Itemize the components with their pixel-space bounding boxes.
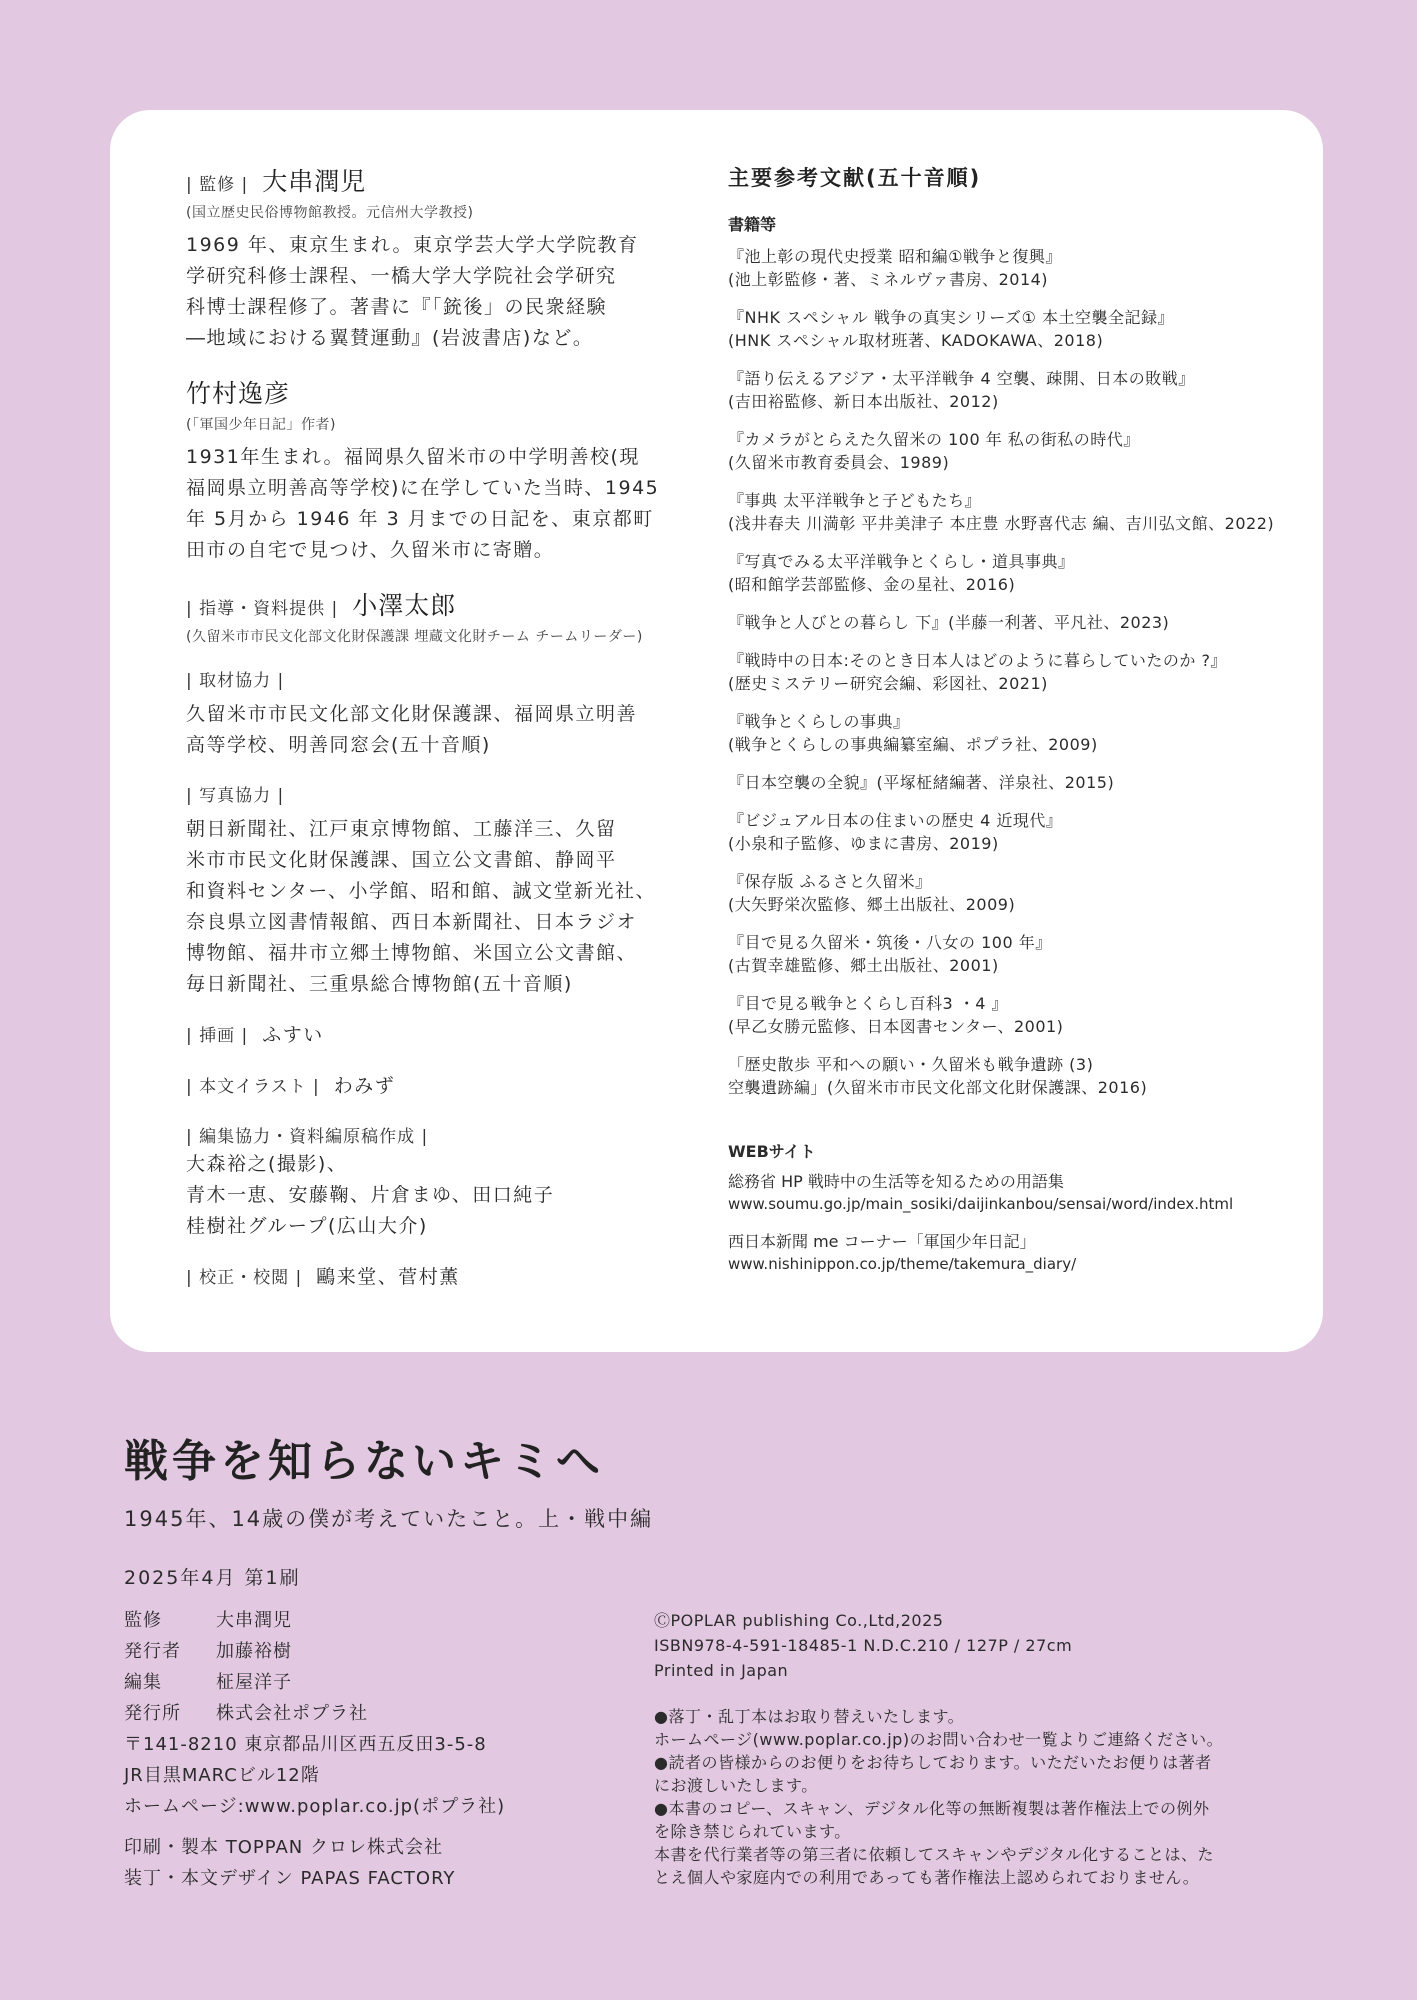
reference-item (728, 931, 1288, 977)
reference-item (728, 649, 1288, 695)
reference-line: (歴史ミステリー研究会編、彩図社、2021) (728, 674, 1048, 693)
isbn-line: ISBN978-4-591-18485-1 N.D.C.210 / 127P / 27cm (654, 1636, 1073, 1655)
reference-line: 『写真でみる太平洋戦争とくらし・道具事典』 (728, 552, 1075, 571)
text-line: 毎日新聞社、三重県総合博物館(五十音順) (186, 973, 573, 995)
credit-row (124, 1605, 644, 1636)
bio-line: 年 5月から 1946 年 3 月までの日記を、東京都町 (186, 508, 654, 530)
text-line: 久留米市市民文化部文化財保護課、福岡県立明善 (186, 703, 638, 725)
text-line: 桂樹社グループ(広山大介) (186, 1215, 428, 1237)
credit-key: 監修 (124, 1610, 162, 1631)
note-line: ホームページ(www.poplar.co.jp)のお問い合わせ一覧よりご連絡ください。 (654, 1730, 1224, 1749)
reference-line: (大矢野栄次監修、郷土出版社、2009) (728, 895, 1016, 914)
text-line: 奈良県立図書情報館、西日本新聞社、日本ラジオ (186, 911, 638, 933)
proofreading-label: | 校正・校閲 | (186, 1268, 303, 1288)
note-line: を除き禁じられています。 (654, 1822, 851, 1841)
reference-item (728, 992, 1288, 1038)
reference-item (728, 809, 1288, 855)
web-title: WEBサイト (728, 1142, 816, 1161)
reference-line: 『事典 太平洋戦争と子どもたち』 (728, 491, 982, 510)
text-line: 大森裕之(撮影)、 (186, 1153, 348, 1175)
bio-line: 1931年生まれ。福岡県久留米市の中学明善校(現 (186, 446, 640, 468)
text-line: 博物館、福井市立郷土博物館、米国立公文書館、 (186, 942, 638, 964)
reference-item (728, 428, 1288, 474)
credit-value: 柾屋洋子 (216, 1672, 292, 1693)
guidance-affiliation: (久留米市市民文化部文化財保護課 埋蔵文化財チーム チームリーダー) (186, 629, 643, 645)
rights-block (654, 1608, 1294, 1889)
credit-key: 発行者 (124, 1641, 181, 1662)
notes (654, 1705, 1294, 1889)
author-name: 竹村逸彦 (186, 379, 291, 408)
reference-line: 空襲遺跡編」(久留米市市民文化部文化財保護課、2016) (728, 1078, 1148, 1097)
web-item (728, 1230, 1288, 1276)
supervisor-label: | 監修 | (186, 175, 249, 195)
coverage-label: | 取材協力 | (186, 671, 285, 691)
reference-item (728, 1053, 1288, 1099)
supervisor-bio (186, 230, 686, 354)
web-item-title: 総務省 HP 戦時中の生活等を知るための用語集 (728, 1172, 1064, 1191)
book-subtitle: 1945年、14歳の僕が考えていたこと。上・戦中編 (124, 1507, 654, 1531)
editing-block (186, 1122, 686, 1242)
author-affiliation: (「軍国少年日記」作者) (186, 417, 336, 433)
address-line: JR目黒MARCビル12階 (124, 1765, 320, 1786)
text-line: 青木一恵、安藤鞠、片倉まゆ、田口純子 (186, 1184, 555, 1206)
reference-item (728, 771, 1288, 794)
print-date: 2025年4月 第1刷 (124, 1567, 301, 1589)
printed-line: Printed in Japan (654, 1661, 789, 1680)
reference-line: 『戦争とくらしの事典』 (728, 712, 910, 731)
note-line: ●読者の皆様からのお便りをお待ちしております。いただいたお便りは著者 (654, 1753, 1212, 1772)
homepage-line: ホームページ:www.poplar.co.jp(ポプラ社) (124, 1796, 506, 1817)
reference-line: 『池上彰の現代史授業 昭和編①戦争と復興』 (728, 247, 1062, 266)
reference-line: (昭和館学芸部監修、金の星社、2016) (728, 575, 1016, 594)
printing-line: 印刷・製本 TOPPAN クロレ株式会社 (124, 1837, 443, 1858)
photos-text (186, 814, 686, 1000)
author-bio (186, 442, 686, 566)
note-line: ●本書のコピー、スキャン、デジタル化等の無断複製は著作権法上での例外 (654, 1799, 1210, 1818)
note-line: 本書を代行業者等の第三者に依頼してスキャンやデジタル化することは、た (654, 1845, 1215, 1864)
credit-row (124, 1636, 644, 1667)
reference-line: (HNK スペシャル取材班著、KADOKAWA、2018) (728, 331, 1104, 350)
text-line: 高等学校、明善同窓会(五十音順) (186, 734, 491, 756)
address-line: 〒141-8210 東京都品川区西五反田3-5-8 (124, 1734, 487, 1755)
reference-line: (浅井春夫 川満彰 平井美津子 本庄豊 水野喜代志 編、吉川弘文館、2022) (728, 514, 1275, 533)
reference-line: 『語り伝えるアジア・太平洋戦争 4 空襲、疎開、日本の敗戦』 (728, 369, 1195, 388)
reference-item (728, 306, 1288, 352)
bio-line: 学研究科修士課程、一橋大学大学院社会学研究 (186, 265, 617, 287)
reference-line: 『カメラがとらえた久留米の 100 年 私の街私の時代』 (728, 430, 1140, 449)
text-illustration-block (186, 1071, 686, 1102)
credits-card (110, 110, 1323, 1352)
note-line: ●落丁・乱丁本はお取り替えいたします。 (654, 1707, 965, 1726)
publication-credits (124, 1605, 644, 1894)
credit-key: 発行所 (124, 1703, 181, 1724)
reference-item (728, 245, 1288, 291)
editing-label: | 編集協力・資料編原稿作成 | (186, 1127, 429, 1147)
text-line: 和資料センター、小学館、昭和館、誠文堂新光社、 (186, 880, 656, 902)
credit-row (124, 1667, 644, 1698)
web-item-title: 西日本新聞 me コーナー「軍国少年日記」 (728, 1232, 1036, 1251)
reference-list (728, 245, 1288, 1099)
supervisor-affiliation: (国立歴史民俗博物館教授。元信州大学教授) (186, 205, 474, 221)
proofreading-name: 鷗来堂、菅村薫 (316, 1266, 460, 1288)
coverage-text (186, 699, 686, 761)
reference-item (728, 550, 1288, 596)
reference-line: 『日本空襲の全貌』(平塚柾緒編著、洋泉社、2015) (728, 773, 1115, 792)
supervisor-name: 大串潤児 (262, 167, 367, 196)
reference-line: (戦争とくらしの事典編纂室編、ポプラ社、2009) (728, 735, 1098, 754)
credit-value: 加藤裕樹 (216, 1641, 292, 1662)
book-title: 戦争を知らないキミへ (124, 1436, 604, 1487)
guidance-name: 小澤太郎 (352, 591, 457, 620)
bio-line: ―地域における翼賛運動』(岩波書店)など。 (186, 327, 594, 349)
colophon (124, 1425, 1304, 1889)
web-item-url: www.soumu.go.jp/main_sosiki/daijinkanbou/sensai/word/index.html (728, 1195, 1234, 1213)
credit-value: 株式会社ポプラ社 (216, 1703, 368, 1724)
bio-line: 1969 年、東京生まれ。東京学芸大学大学院教育 (186, 234, 639, 256)
bio-line: 科博士課程修了。著書に『「銃後」の民衆経験 (186, 296, 608, 318)
author-block (186, 374, 686, 566)
reference-line: 『ビジュアル日本の住まいの歴史 4 近現代』 (728, 811, 1063, 830)
photos-block (186, 781, 686, 1000)
coverage-block (186, 666, 686, 761)
reference-line: 「歴史散歩 平和への願い・久留米も戦争遺跡 (3) (728, 1055, 1094, 1074)
reference-line: 『NHK スペシャル 戦争の真実シリーズ① 本土空襲全記録』 (728, 308, 1174, 327)
books-title: 書籍等 (728, 215, 777, 234)
web-item-url: www.nishinippon.co.jp/theme/takemura_diary/ (728, 1255, 1077, 1273)
reference-line: (小泉和子監修、ゆまに書房、2019) (728, 834, 999, 853)
guidance-block (186, 586, 686, 646)
guidance-label: | 指導・資料提供 | (186, 599, 339, 619)
bio-line: 田市の自宅で見つけ、久留米市に寄贈。 (186, 539, 555, 561)
web-item (728, 1170, 1288, 1216)
reference-line: 『戦時中の日本:そのとき日本人はどのように暮らしていたのか ?』 (728, 651, 1227, 670)
photos-label: | 写真協力 | (186, 786, 285, 806)
reference-item (728, 710, 1288, 756)
text-line: 米市市民文化財保護課、国立公文書館、静岡平 (186, 849, 617, 871)
text-illustration-label: | 本文イラスト | (186, 1077, 320, 1097)
reference-item (728, 870, 1288, 916)
editing-text (186, 1149, 686, 1242)
bio-line: 福岡県立明善高等学校)に在学していた当時、1945 (186, 477, 660, 499)
reference-item (728, 611, 1288, 634)
text-illustration-name: わみず (333, 1075, 396, 1097)
credit-row (124, 1698, 644, 1729)
reference-line: 『戦争と人びとの暮らし 下』(半藤一利著、平凡社、2023) (728, 613, 1170, 632)
credit-key: 編集 (124, 1672, 162, 1693)
copyright-line: ⒸPOPLAR publishing Co.,Ltd,2025 (654, 1611, 944, 1630)
reference-line: 『目で見る久留米・筑後・八女の 100 年』 (728, 933, 1052, 952)
references-column (728, 162, 1288, 1290)
credits-column (186, 162, 686, 1313)
illustration-block (186, 1020, 686, 1051)
references-title: 主要参考文献(五十音順) (728, 166, 982, 190)
credit-value: 大串潤児 (216, 1610, 292, 1631)
reference-line: (池上彰監修・著、ミネルヴァ書房、2014) (728, 270, 1049, 289)
reference-line: 『目で見る戦争とくらし百科3 ・4 』 (728, 994, 1009, 1013)
note-line: にお渡しいたします。 (654, 1776, 818, 1795)
reference-item (728, 489, 1288, 535)
text-line: 朝日新聞社、江戸東京博物館、工藤洋三、久留 (186, 818, 617, 840)
reference-line: (吉田裕監修、新日本出版社、2012) (728, 392, 999, 411)
reference-item (728, 367, 1288, 413)
reference-line: (早乙女勝元監修、日本図書センター、2001) (728, 1017, 1064, 1036)
reference-line: (久留米市教育委員会、1989) (728, 453, 950, 472)
proofreading-block (186, 1262, 686, 1293)
illustration-label: | 挿画 | (186, 1026, 249, 1046)
illustration-name: ふすい (262, 1024, 324, 1046)
design-line: 装丁・本文デザイン PAPAS FACTORY (124, 1868, 456, 1889)
note-line: とえ個人や家庭内での利用であっても著作権法上認められておりません。 (654, 1868, 1200, 1887)
reference-line: (古賀幸雄監修、郷土出版社、2001) (728, 956, 999, 975)
reference-line: 『保存版 ふるさと久留米』 (728, 872, 932, 891)
supervisor-block (186, 162, 686, 354)
